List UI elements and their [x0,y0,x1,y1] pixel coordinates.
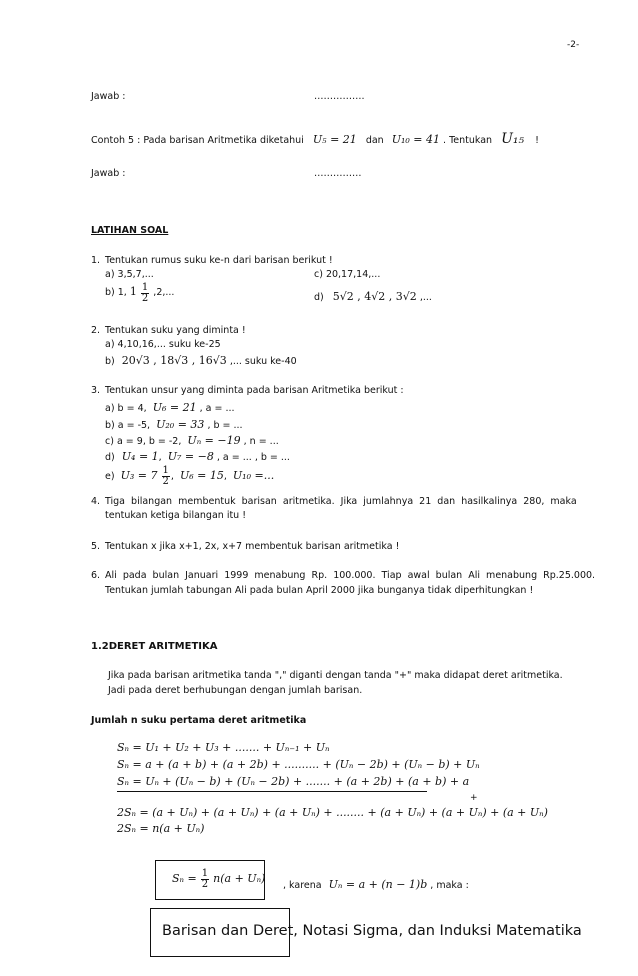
q3-e-eq2: U₆ = 15 [179,469,224,482]
q3-b [105,418,243,431]
footer-boxed-text: Barisan dan Deret, [162,923,298,939]
q3-e-comma-1: , [170,471,174,482]
section-intro-1: Jika pada barisan aritmetika tanda "," diganti dengan tanda "+" maka didapat deret aritmetika. [108,670,563,681]
derivation-line-5: 2Sₙ = n(a + Uₙ) [117,822,205,835]
q2-b [105,354,297,367]
latihan-title: LATIHAN SOAL [91,225,169,236]
q3-a-pre: a) b = 4, [105,403,147,414]
q3-d-eq2: U₇ = −8 [167,450,214,463]
page-number: -2- [567,40,580,50]
contoh-5-eq2: U₁₀ = 41 [391,133,441,146]
formula-un-eq: Uₙ = a + (n − 1)b [328,878,428,891]
q1-b [105,283,174,304]
formula-fraction [201,869,209,890]
q2-b-prefix: b) [105,356,115,367]
q3-b-pre: b) a = -5, [105,420,151,431]
q4-line2: tentukan ketiga bilangan itu ! [105,510,247,521]
q1-d-prefix: d) [314,292,324,303]
derivation-line-4: 2Sₙ = (a + Uₙ) + (a + Uₙ) + (a + Uₙ) + ........ + (a + Uₙ) + (a + Uₙ) + (a + Uₙ) [117,806,548,819]
q3-c-eq: Uₙ = −19 [187,434,241,447]
q3-e-denominator: 2 [162,476,169,487]
formula-rhs: n(a + Uₙ) [213,872,266,885]
q3-d-eq1: U₄ = 1 [121,450,159,463]
q3-e-comma-2: , [223,471,227,482]
q4-num: 4. [91,496,101,507]
q1-c: c) 20,17,14,... [314,269,381,280]
formula-lhs: Sₙ = [172,872,197,885]
sum-plus-sign: + [470,793,478,803]
q3-e [105,466,274,487]
q3-e-eq1: U₃ = 7 [120,469,158,482]
formula [172,869,265,890]
q1-num: 1. [91,255,101,266]
contoh-5-prefix: Contoh 5 : Pada barisan Aritmetika diketahui [91,135,304,146]
contoh-5-eq1: U₅ = 21 [312,133,357,146]
q5-text: Tentukan x jika x+1, 2x, x+7 membentuk barisan aritmetika ! [105,541,400,552]
q1-b-whole: 1 [129,285,137,298]
q3-b-eq: U₂₀ = 33 [156,418,205,431]
jawab-dots-2: …………… [314,168,362,179]
q3-d-post: , a = ... , b = ... [216,452,290,463]
q3-a [105,401,235,414]
q3-a-eq: U₆ = 21 [152,401,197,414]
q4-line1: Tiga bilangan membentuk barisan aritmetika. Jika jumlahnya 21 dan hasilkalinya 280, maka [105,496,577,507]
q1-d [314,290,432,303]
q3-a-post: , a = ... [199,403,235,414]
formula-maka: , maka : [430,880,469,891]
contoh-5-and: dan [365,135,384,146]
derivation-line-3: Sₙ = Uₙ + (Uₙ − b) + (Uₙ − 2b) + ....... + (a + 2b) + (a + b) + a [117,775,470,788]
jawab-dots-1: ……………. [314,91,365,102]
q3-b-post: , b = ... [207,420,243,431]
q2-num: 2. [91,325,101,336]
q2-b-expr: 20√3 , 18√3 , 16√3 [121,354,227,367]
q1-text: Tentukan rumus suku ke-n dari barisan berikut ! [105,255,333,266]
q2-text: Tentukan suku yang diminta ! [105,325,246,336]
formula-numerator: 1 [201,868,209,879]
q5-num: 5. [91,541,101,552]
q3-e-pre: e) [105,471,115,482]
q3-d [105,450,290,463]
q6-num: 6. [91,570,101,581]
sum-rule-line [117,791,427,792]
q6-line1: Ali pada bulan Januari 1999 menabung Rp. 100.000. Tiap awal bulan Ali menabung Rp.25.000. [105,570,596,581]
q2-b-suffix: ,... suku ke-40 [229,356,297,367]
jawab-label-2: Jawab : [91,168,126,179]
q3-num: 3. [91,385,101,396]
section-title: 1.2DERET ARITMETIKA [91,641,218,652]
q3-e-eq3: U₁₀ =... [232,469,275,482]
q1-b-prefix: b) 1, [105,287,127,298]
q1-a: a) 3,5,7,... [105,269,154,280]
jawab-label-1: Jawab : [91,91,126,102]
q1-d-expr: 5√2 , 4√2 , 3√2 [332,290,417,303]
formula-karena: , karena [283,880,322,891]
formula-karena-line [283,878,469,891]
q3-d-comma: , [158,452,162,463]
q3-c [105,434,279,447]
footer-rest-text: Notasi Sigma, dan Induksi Matematika [297,923,582,939]
q1-b-fraction [141,283,149,304]
contoh-5-end: ! [535,135,539,146]
footer [162,923,582,939]
q3-d-pre: d) [105,452,115,463]
contoh-5-line [91,131,539,147]
q1-b-numerator: 1 [141,282,149,293]
q1-b-suffix: ,2,... [153,287,175,298]
section-subtitle: Jumlah n suku pertama deret aritmetika [91,715,307,726]
section-intro-2: Jadi pada deret berhubungan dengan jumlah barisan. [108,685,363,696]
q1-b-denominator: 2 [141,293,149,304]
q3-c-post: , n = ... [243,436,279,447]
formula-denominator: 2 [201,879,209,890]
q3-e-fraction [162,466,170,487]
contoh-5-tentukan: . Tentukan [443,135,493,146]
q3-text: Tentukan unsur yang diminta pada barisan Aritmetika berikut : [105,385,404,396]
derivation-line-1: Sₙ = U₁ + U₂ + U₃ + ....... + Uₙ₋₁ + Uₙ [117,741,330,754]
contoh-5-target: U₁₅ [501,131,525,147]
derivation-line-2: Sₙ = a + (a + b) + (a + 2b) + .......... + (Uₙ − 2b) + (Uₙ − b) + Uₙ [117,758,480,771]
q3-c-pre: c) a = 9, b = -2, [105,436,182,447]
q1-d-suffix: ,... [419,292,432,303]
q3-e-numerator: 1 [162,465,169,476]
q2-a: a) 4,10,16,... suku ke-25 [105,339,221,350]
q6-line2: Tentukan jumlah tabungan Ali pada bulan April 2000 jika bunganya tidak diperhitungkan ! [105,585,534,596]
